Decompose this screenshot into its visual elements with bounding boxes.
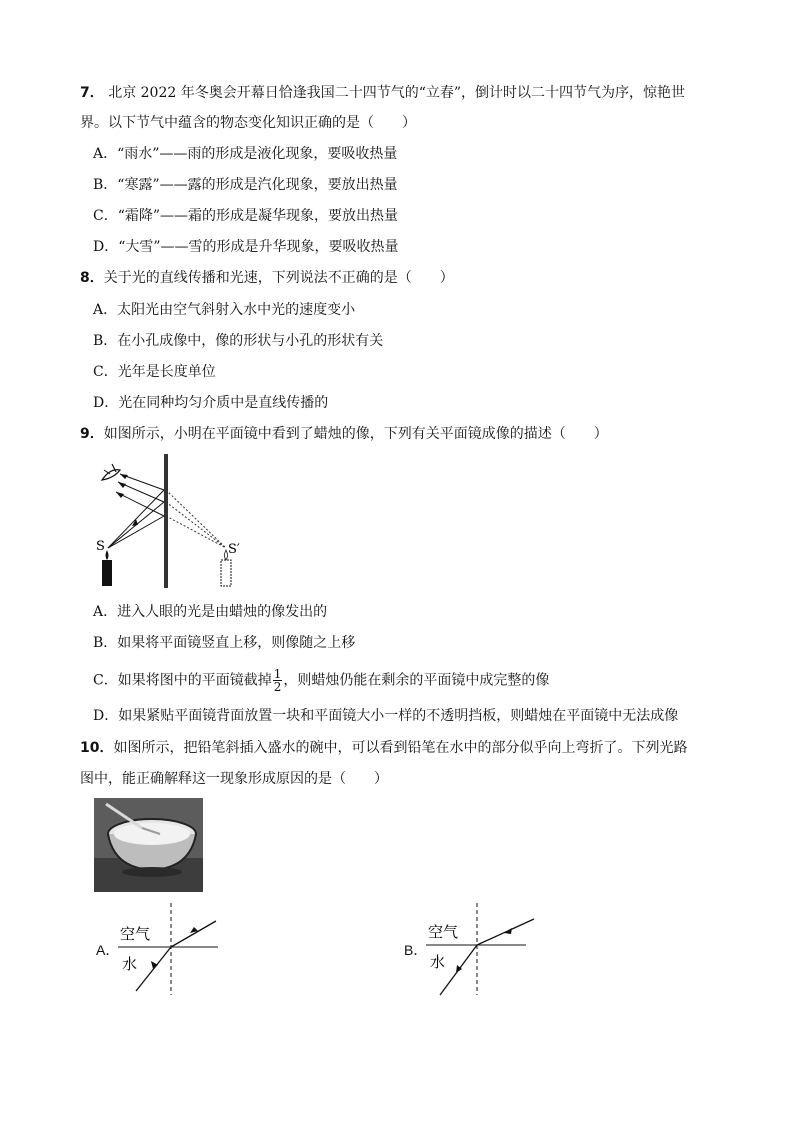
- q7-option-a: A．“雨水”——雨的形成是液化现象，要吸收热量: [93, 146, 398, 162]
- fraction-half: [273, 668, 283, 693]
- q8-number: 8．: [80, 270, 104, 286]
- q7-stem-line2: 界。以下节气中蕴含的物态变化知识正确的是（ ）: [80, 115, 416, 131]
- q9-option-d: D．如果紧贴平面镜背面放置一块和平面镜大小一样的不透明挡板，则蜡烛在平面镜中无法成像: [93, 708, 679, 724]
- fraction-numerator: 1: [273, 667, 282, 681]
- diagram-b-letter: B．: [404, 942, 428, 958]
- q7-option-d: D．“大雪”——雪的形成是升华现象，要吸收热量: [93, 239, 399, 255]
- q9-option-c-pre: C．如果将图中的平面镜截掉: [93, 672, 272, 689]
- q9-number: 9．: [80, 426, 104, 442]
- plane-mirror-figure: [90, 450, 250, 590]
- q9-option-a: A．进入人眼的光是由蜡烛的像发出的: [93, 604, 328, 620]
- q7-stem-line1: 北京 2022 年冬奥会开幕日恰逢我国二十四节气的“立春”，倒计时以二十四节气为序，惊艳世: [108, 85, 686, 101]
- q7-option-b: B．“寒露”——露的形成是汽化现象，要放出热量: [93, 177, 398, 193]
- eye-icon: [102, 464, 120, 480]
- label-s: S: [96, 539, 105, 554]
- fraction-denominator: 2: [273, 680, 282, 694]
- q9-option-b: B．如果将平面镜竖直上移，则像随之上移: [93, 635, 356, 651]
- q9-option-c: [93, 668, 549, 693]
- diagram-b-water-label: 水: [430, 953, 446, 971]
- diagram-a-letter: A．: [96, 942, 120, 958]
- q8-option-a: A．太阳光由空气斜射入水中光的速度变小: [93, 302, 356, 318]
- q8-stem-text: 关于光的直线传播和光速，下列说法不正确的是（ ）: [103, 270, 454, 286]
- q8-stem: [80, 269, 454, 287]
- q10-line1: [80, 739, 687, 757]
- q8-option-d: D．光在同种均匀介质中是直线传播的: [93, 395, 329, 411]
- diagram-a: [112, 903, 224, 997]
- diagram-b-air-label: 空气: [428, 923, 459, 941]
- q9-option-c-post: ，则蜡烛仍能在剩余的平面镜中成完整的像: [283, 672, 550, 689]
- label-s-image: S′: [228, 542, 240, 557]
- q8-option-b: B．在小孔成像中，像的形状与小孔的形状有关: [93, 333, 384, 349]
- q7-line1: [80, 84, 685, 102]
- q9-stem: [80, 425, 608, 443]
- q7-option-c: C．“霜降”——霜的形成是凝华现象，要放出热量: [93, 208, 399, 224]
- diagram-a-water-label: 水: [122, 955, 138, 973]
- q10-number: 10．: [80, 740, 114, 756]
- q9-stem-text: 如图所示，小明在平面镜中看到了蜡烛的像，下列有关平面镜成像的描述（ ）: [103, 426, 608, 442]
- q10-stem-line2: 图中，能正确解释这一现象形成原因的是（ ）: [80, 771, 388, 787]
- bowl-photo: [94, 798, 203, 892]
- diagram-a-air-label: 空气: [120, 925, 151, 943]
- candle-icon: [102, 550, 112, 586]
- q10-stem-line1: 如图所示，把铅笔斜插入盛水的碗中，可以看到铅笔在水中的部分似乎向上弯折了。下列光路: [113, 740, 688, 756]
- diagram-b: [420, 903, 540, 997]
- q8-option-c: C．光年是长度单位: [93, 364, 216, 380]
- q7-number: 7．: [80, 85, 104, 101]
